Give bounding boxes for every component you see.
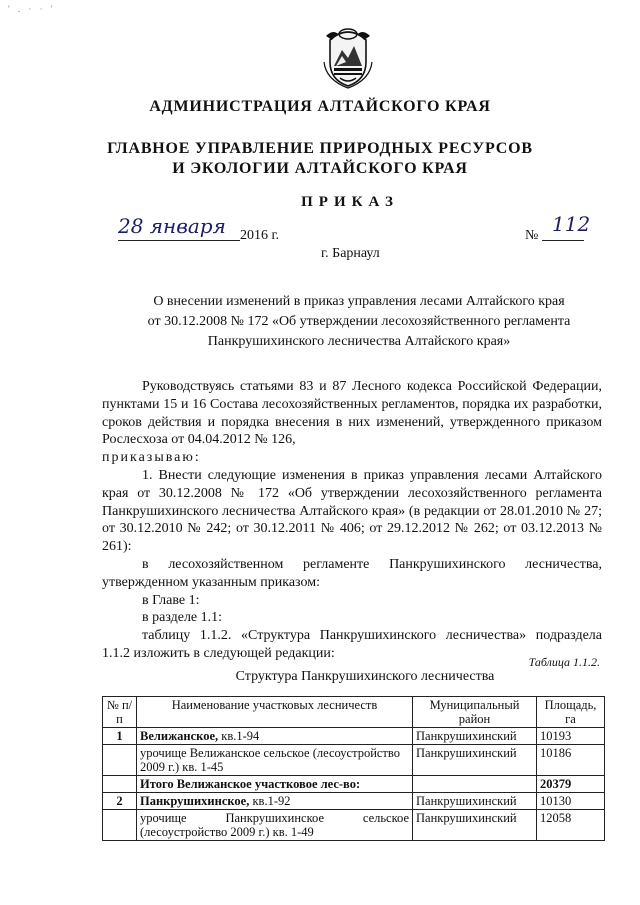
department-name xyxy=(0,139,640,179)
row-name: урочище Панкрушихинское сельское (лесоустройство 2009 г.) кв. 1-49 xyxy=(137,810,413,841)
row-name: урочище Велижанское сельское (лесоустройство 2009 г.) кв. 1-45 xyxy=(137,745,413,776)
table-row xyxy=(103,745,605,776)
department-name-line1: ГЛАВНОЕ УПРАВЛЕНИЕ ПРИРОДНЫХ РЕСУРСОВ xyxy=(107,140,533,157)
row-number xyxy=(103,745,137,776)
title-line3: Панкрушихинского лесничества Алтайского края» xyxy=(207,334,511,349)
row-area: 10186 xyxy=(537,745,605,776)
row-district: Панкрушихинский xyxy=(413,728,537,745)
table-row xyxy=(103,793,605,810)
date-underline xyxy=(118,240,240,241)
document-type: ПРИКАЗ xyxy=(301,194,399,210)
preamble-paragraph: Руководствуясь статьями 83 и 87 Лесного кодекса Российской Федерации, пунктами 15 и 16 Состава лесохозяйственных регламентов, порядка их разработки, сроков действия и порядка внесения в них изменений, утвержденного приказом Рослесхоза от 04.04.2012 № 126, xyxy=(102,379,602,448)
number-sign: № xyxy=(525,228,539,243)
row-district: Панкрушихинский xyxy=(413,745,537,776)
table-instruction-paragraph: таблицу 1.1.2. «Структура Панкрушихинского лесничества» подраздела 1.1.2 изложить в следующей редакции: xyxy=(102,628,602,661)
row-number xyxy=(103,810,137,841)
city: г. Барнаул xyxy=(321,246,380,261)
row-name-rest: кв.1-94 xyxy=(218,729,260,743)
order-word: приказываю: xyxy=(102,450,201,466)
row-name-bold: Велижанское, xyxy=(140,729,219,743)
row-name xyxy=(137,793,413,810)
column-header-district: Муниципальный район xyxy=(413,697,537,728)
table-row xyxy=(103,728,605,745)
row-area-total: 20379 xyxy=(537,776,605,793)
document-title xyxy=(96,292,622,352)
altai-coat-of-arms-emblem xyxy=(322,22,374,90)
row-number xyxy=(103,776,137,793)
table-row xyxy=(103,810,605,841)
organization-name: АДМИНИСТРАЦИЯ АЛТАЙСКОГО КРАЯ xyxy=(149,98,491,115)
scan-corner-marks: ' . · · ' xyxy=(8,4,56,14)
title-line2: от 30.12.2008 № 172 «Об утверждении лесохозяйственного регламента xyxy=(147,314,571,329)
row-name-total: Итого Велижанское участковое лес-во: xyxy=(137,776,413,793)
column-header-area: Площадь, га xyxy=(537,697,605,728)
row-name xyxy=(137,728,413,745)
table-caption: Таблица 1.1.2. xyxy=(528,655,600,669)
table-heading: Структура Панкрушихинского лесничества xyxy=(235,669,495,684)
order-body xyxy=(102,378,602,663)
row-name-bold: Панкрушихинское, xyxy=(140,794,250,808)
forestry-structure-table xyxy=(102,696,605,841)
department-name-line2: И ЭКОЛОГИИ АЛТАЙСКОГО КРАЯ xyxy=(172,160,468,177)
row-area: 10193 xyxy=(537,728,605,745)
title-line1: О внесении изменений в приказ управления лесами Алтайского края xyxy=(153,294,565,309)
row-number: 2 xyxy=(103,793,137,810)
row-district: Панкрушихинский xyxy=(413,793,537,810)
number-underline xyxy=(542,240,584,241)
row-name-rest: кв.1-92 xyxy=(249,794,291,808)
table-header-row xyxy=(103,697,605,728)
item-1-paragraph: 1. Внести следующие изменения в приказ управления лесами Алтайского края от 30.12.2008 № 172 «Об утверждении лесохозяйственного регламента Панкрушихинского лесничества Алтайского края» (в редакции от 28.01.2010 № 27; от 30.12.2010 № 242; от 30.12.2011 № 406; от 29.12.2012 № 262; от 03.12.2013 № 261): xyxy=(102,467,602,555)
chapter-paragraph: в Главе 1: xyxy=(142,592,200,608)
row-district: Панкрушихинский xyxy=(413,810,537,841)
handwritten-date: 28 января xyxy=(118,214,226,238)
regulation-paragraph: в лесохозяйственном регламенте Панкрушихинского лесничества, утвержденном указанным приказом: xyxy=(102,556,602,590)
section-paragraph: в разделе 1.1: xyxy=(142,610,223,626)
table-row-total xyxy=(103,776,605,793)
column-header-name: Наименование участковых лесничеств xyxy=(137,697,413,728)
row-area: 10130 xyxy=(537,793,605,810)
column-header-number: № п/п xyxy=(103,697,137,728)
row-number: 1 xyxy=(103,728,137,745)
row-district xyxy=(413,776,537,793)
row-area: 12058 xyxy=(537,810,605,841)
handwritten-number: 112 xyxy=(552,212,591,236)
document-year: 2016 г. xyxy=(240,228,280,243)
